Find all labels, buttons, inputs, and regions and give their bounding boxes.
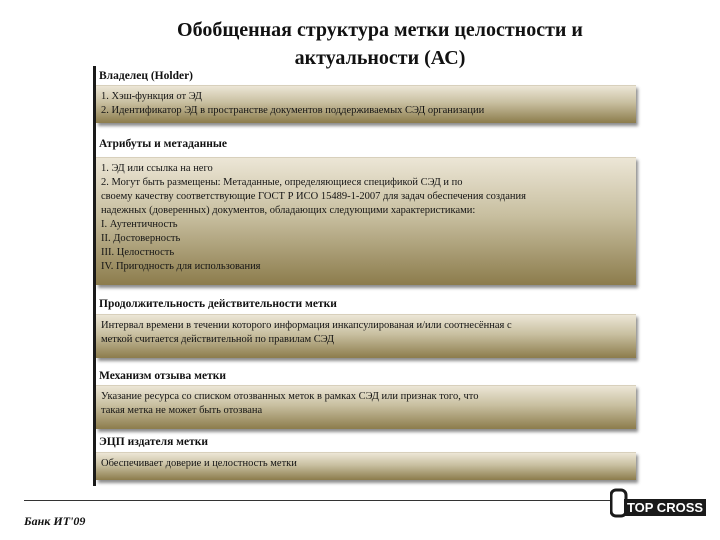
section-line: Интервал времени в течении которого информация инкапсулированая и/или соотнесённая с [101,320,512,331]
footer-divider [24,500,618,501]
section-line: меткой считается действительной по правилам СЭД [101,334,334,345]
section-box-attributes [96,157,636,285]
logo-mark-icon [611,490,626,516]
section-line: своему качеству соответствующие ГОСТ Р ИСО 15489-1-2007 для задач обеспечения создания [101,191,526,202]
section-line: 1. Хэш-функция от ЭД [101,91,202,102]
section-line: III. Целостность [101,247,175,258]
section-header-holder: Владелец (Holder) [99,70,194,82]
section-header-signature: ЭЦП издателя метки [99,436,209,448]
section-header-revocation: Механизм отзыва метки [99,370,227,382]
section-line: 2. Могут быть размещены: Метаданные, определяющиеся спецификой СЭД и по [101,177,463,188]
section-line: Указание ресурса со списком отозванных меток в рамках СЭД или признак того, что [101,391,479,402]
section-header-validity: Продолжительность действительности метки [99,298,337,310]
section-header-attributes: Атрибуты и метаданные [99,138,227,150]
section-box-revocation [96,385,636,429]
footer-text: Банк ИТ'09 [24,514,86,528]
top-cross-logo [610,488,706,520]
section-line: I. Аутентичность [101,219,178,230]
section-line: 2. Идентификатор ЭД в пространстве документов поддерживаемых СЭД организации [101,105,485,116]
title-line-2: актуальности (АС) [294,47,466,69]
title-line-1: Обобщенная структура метки целостности и [177,19,583,41]
section-box-signature [96,452,636,480]
logo-text: TOP CROSS [626,500,704,515]
section-line: Обеспечивает доверие и целостность метки [101,458,297,469]
section-line: II. Достоверность [101,233,181,244]
section-box-validity [96,314,636,358]
page-title [100,16,660,72]
section-line: IV. Пригодность для использования [101,261,261,272]
section-line: такая метка не может быть отозвана [101,405,263,416]
section-line: надежных (доверенных) документов, обладающих следующими характеристиками: [101,205,476,216]
section-line: 1. ЭД или ссылка на него [101,163,213,174]
section-box-holder [96,85,636,123]
